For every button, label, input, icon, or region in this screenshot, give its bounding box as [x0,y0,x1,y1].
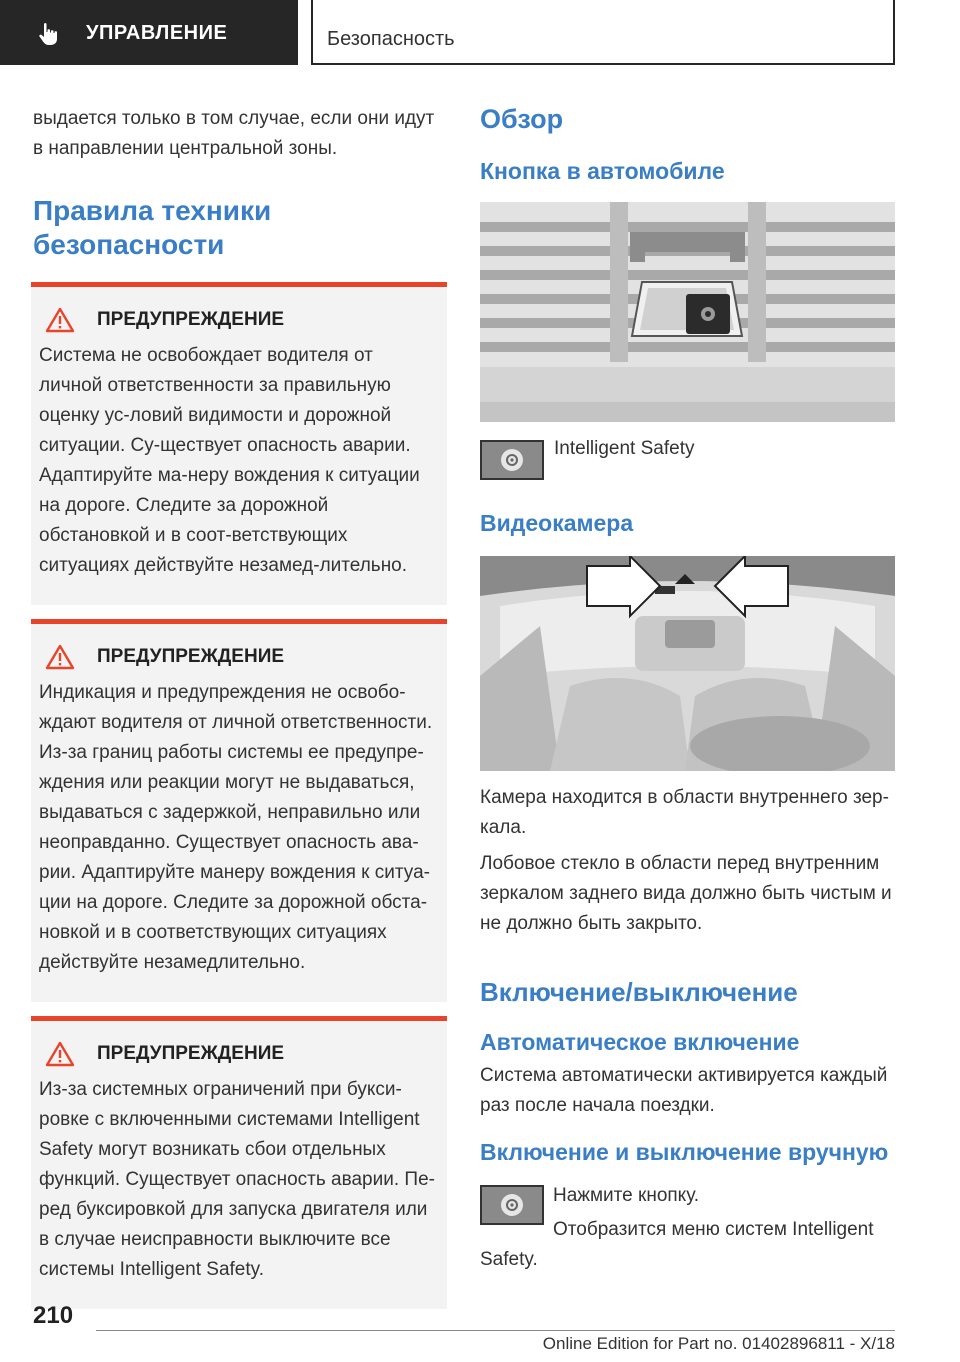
intro-paragraph: выдается только в том случае, если они идут в направлении центральной зоны. [33,108,435,159]
section-tab [0,0,298,65]
auto-on-text: Система автоматически активируется каждый раз после начала поездки. [480,1065,888,1116]
warning-title: ПРЕДУПРЕЖДЕНИЕ [97,309,285,330]
warning-title: ПРЕДУПРЕЖДЕНИЕ [97,1043,285,1064]
button-label: Intelligent Safety [554,438,695,459]
warning-title: ПРЕДУПРЕЖДЕНИЕ [97,646,285,667]
manual-on-off-heading: Включение и выключение вручную [480,1139,889,1165]
safety-rules-heading: Правила техники безопасности [33,195,272,260]
intelligent-safety-button-icon [480,1185,544,1225]
page-number: 210 [33,1302,74,1329]
footer-divider [96,1330,895,1331]
warning-text: Система не освобождает водителя от личной ответственности за правильную оценку ус-ловий видимости и дорожной ситуации. Су-ществует опасность аварии. Адаптируйте ма-неру вождения к ситуации на дороге. Следите за дорожной обстановкой и в соот-ветствующих ситуациях действуйте незамед-лительно. [39,345,420,576]
warning-triangle-icon [45,307,75,333]
left-column [33,98,447,1309]
overview-heading: Обзор [480,104,564,134]
warning-text: Из-за системных ограничений при букси-ровке с включенными системами Intelligent Safety могут возникать сбои отдельных функций. Существует опасность аварии. Пе-ред буксировкой для запуска двигателя или в случае неисправности выключите все системы Intelligent Safety. [39,1079,435,1280]
warning-text: Индикация и предупреждения не освобо-ждают водителя от личной ответственности. Из-за границ работы системы ее предупре-ждения или реакции могут не выдаваться, выдаваться с задержкой, неправильно или неоправданно. Существует опасность ава-рии. Адаптируйте манеру вождения к ситуа-ции на дороге. Следите за дорожной обста-новкой и в соответствующих ситуациях действуйте незамедлительно. [39,682,433,973]
manual-step-1: Нажмите кнопку. [553,1185,700,1206]
camera-paragraph-1: Камера находится в области внутреннего зер-кала. [480,787,889,838]
edition-footer: Online Edition for Part no. 01402896811 - X/18 [542,1334,895,1353]
camera-image [480,556,895,771]
section-title: УПРАВЛЕНИЕ [86,22,228,44]
warning-triangle-icon [45,644,75,670]
subsection-header [311,0,895,65]
intelligent-safety-button-icon [480,440,544,480]
warning-box-1 [31,282,447,605]
camera-paragraph-2: Лобовое стекло в области перед внутренним зеркалом заднего вида должно быть чистым и не должно быть закрыто. [480,853,892,934]
manual-instructions [480,1181,895,1275]
auto-on-heading: Автоматическое включение [480,1029,800,1055]
right-column [480,98,895,1275]
button-in-car-heading: Кнопка в автомобиле [480,158,725,184]
subsection-title: Безопасность [327,28,455,50]
warning-triangle-icon [45,1041,75,1067]
button-legend [480,440,895,480]
warning-box-2 [31,619,447,1002]
on-off-heading: Включение/выключение [480,977,798,1007]
warning-box-3 [31,1016,447,1309]
manual-step-2: Отобразится меню систем Intelligent Safety. [480,1219,874,1270]
camera-heading: Видеокамера [480,510,634,536]
vehicle-button-image [480,202,895,422]
hand-pointer-icon [38,22,60,46]
